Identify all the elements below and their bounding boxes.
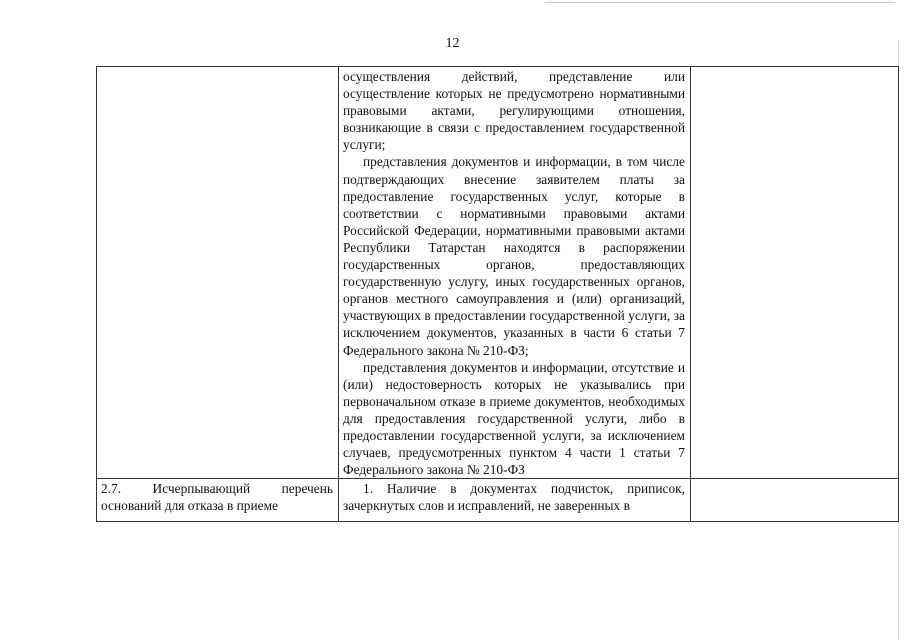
paragraph: осуществления действий, представление или осуществление которых не предусмотрено нормативными правовыми актами, регулирующими отношения, возникающие в связи с предоставлением государственной услуги; (343, 69, 685, 153)
table-row (97, 67, 899, 479)
regulation-table (96, 66, 899, 522)
scan-artifact-line (545, 2, 895, 3)
table-cell-section (97, 67, 339, 479)
table-cell-section (97, 479, 339, 522)
table-cell-notes (691, 479, 899, 522)
table-cell-content (339, 67, 691, 479)
page-number: 12 (445, 36, 460, 51)
section-heading: 2.7. Исчерпывающий перечень оснований для отказа в приеме (101, 481, 333, 514)
paragraph: представления документов и информации, отсутствие и (или) недостоверность которых не указывались при первоначальном отказе в приеме документов, необходимых для предоставления государственной услуги, либо в предоставлении государственной услуги, за исключением случаев, предусмотренных пунктом 4 части 1 статьи 7 Федерального закона № 210-ФЗ (343, 359, 685, 478)
table-cell-notes (691, 67, 899, 479)
table-row (97, 479, 899, 522)
paragraph: представления документов и информации, в том числе подтверждающих внесение заявителем платы за предоставление государственных услуг, которые в соответствии с нормативными правовыми актами Российской Федерации, нормативными правовыми актами Республики Татарстан находятся в распоряжении государственных органов, предоставляющих государственную услугу, иных государственных органов, органов местного самоуправления и (или) организаций, участвующих в предоставлении государственной услуги, за исключением документов, указанных в части 6 статьи 7 Федерального закона № 210-ФЗ; (343, 154, 685, 358)
table-cell-content (339, 479, 691, 522)
paragraph: 1. Наличие в документах подчисток, приписок, зачеркнутых слов и исправлений, не заверенных в (343, 481, 685, 514)
